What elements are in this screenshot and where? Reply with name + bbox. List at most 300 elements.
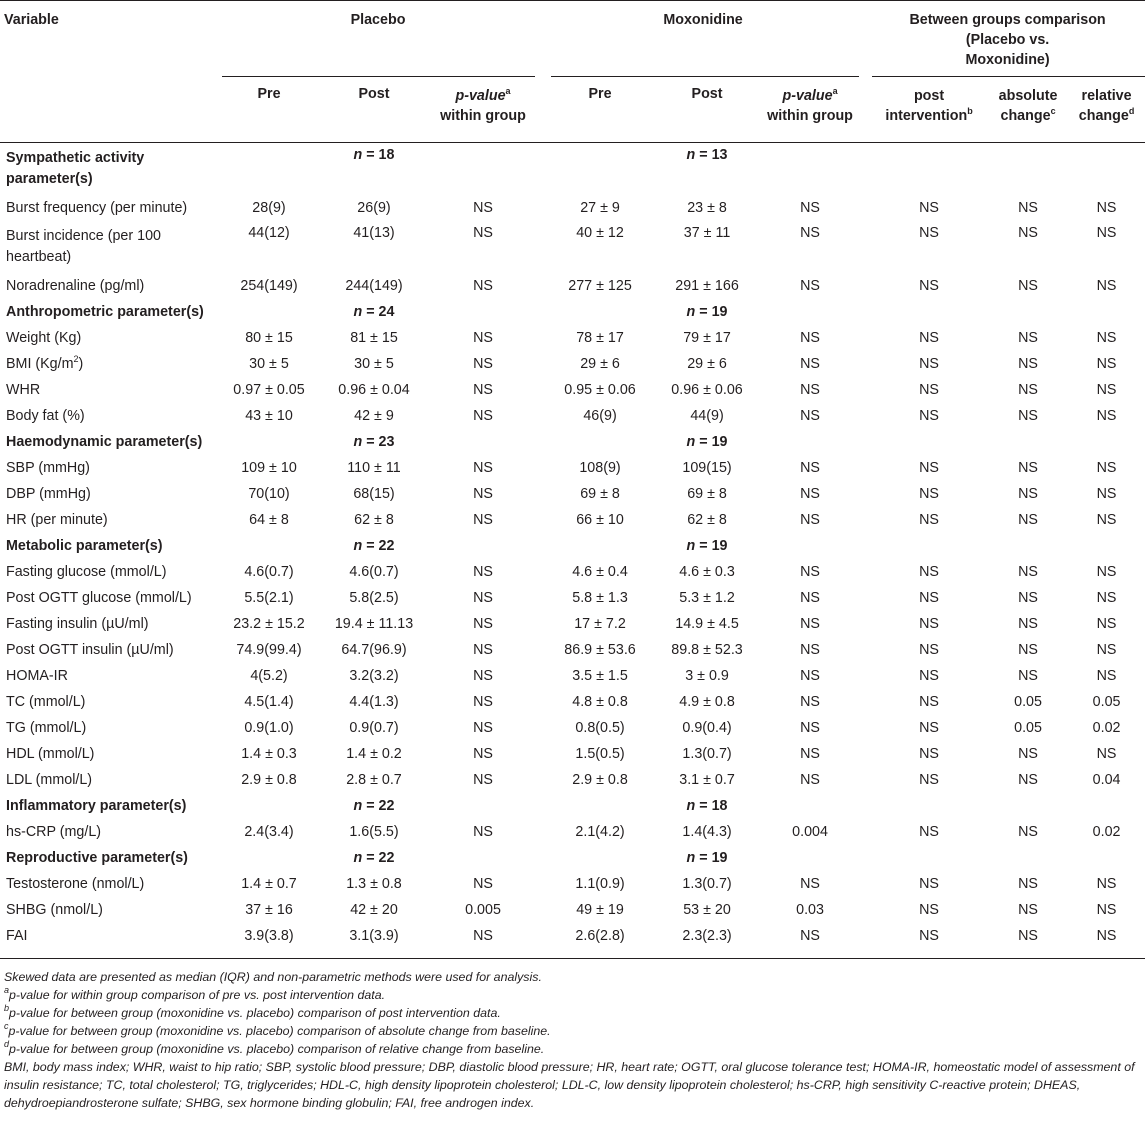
cell-relative-change: NS [1096, 512, 1117, 528]
cell-moxonidine-p: NS [800, 642, 820, 658]
cell-moxonidine-p: NS [800, 512, 820, 528]
table-row [0, 559, 1145, 585]
row-variable: TC (mmol/L) [6, 694, 86, 710]
header-moxonidine-post: Post [691, 86, 723, 102]
cell-relative-change: NS [1096, 200, 1117, 216]
row-variable: Fasting insulin (µU/ml) [6, 616, 149, 632]
section-n-moxonidine: n = 19 [686, 850, 728, 866]
cell-relative-change: NS [1096, 460, 1117, 476]
table-body [0, 143, 1145, 950]
cell-placebo-pre: 74.9(99.4) [236, 642, 302, 658]
section-n-placebo: n = 24 [353, 304, 395, 320]
cell-post-intervention: NS [919, 616, 939, 632]
table-row [0, 663, 1145, 689]
cell-placebo-post: 19.4 ± 11.13 [334, 616, 414, 632]
footnote-abbreviations: BMI, body mass index; WHR, waist to hip ratio; SBP, systolic blood pressure; DBP, diastolic blood pressure; HR, heart rate; OGTT, oral glucose tolerance test; HOMA-IR, homeostatic model of assessment of insulin resistance; TC, total cholesterol; TG, triglycerides; HDL-C, high density lipoprotein cholesterol; LDL-C, low density lipoprotein cholesterol; hs-CRP, high sensitivity C-reactive protein; DHEAS, dehydroepiandrosterone sulfate; SHBG, sex hormone binding globulin; FAI, free androgen index. [4, 1060, 1135, 1110]
cell-post-intervention: NS [919, 200, 939, 216]
cell-absolute-change: NS [1018, 746, 1038, 762]
cell-post-intervention: NS [919, 460, 939, 476]
cell-placebo-pre: 254(149) [240, 278, 298, 294]
cell-absolute-change: NS [1018, 382, 1038, 398]
section-n-placebo: n = 18 [318, 143, 430, 196]
table-row [0, 689, 1145, 715]
cell-placebo-post: 5.8(2.5) [349, 590, 399, 606]
cell-moxonidine-pre: 108(9) [579, 460, 621, 476]
cell-absolute-change: NS [1018, 772, 1038, 788]
cell-moxonidine-post: 62 ± 8 [687, 512, 727, 528]
section-n-placebo: n = 22 [353, 538, 395, 554]
cell-placebo-pre: 80 ± 15 [245, 330, 293, 346]
cell-placebo-pre: 43 ± 10 [245, 408, 293, 424]
cell-post-intervention: NS [919, 330, 939, 346]
cell-moxonidine-p: NS [800, 720, 820, 736]
row-variable: Burst incidence (per 100 heartbeat) [6, 228, 161, 265]
table-row [0, 377, 1145, 403]
table-row [0, 923, 1145, 949]
section-row [0, 533, 1145, 559]
table-row [0, 897, 1145, 923]
cell-relative-change: NS [1096, 746, 1117, 762]
table-row [0, 221, 1145, 273]
table-row [0, 715, 1145, 741]
cell-placebo-p: NS [473, 928, 493, 944]
section-n-moxonidine: n = 13 [664, 143, 750, 196]
table-row [0, 585, 1145, 611]
cell-placebo-p: NS [473, 616, 493, 632]
cell-moxonidine-p: NS [800, 200, 820, 216]
table-row [0, 741, 1145, 767]
cell-placebo-p: NS [473, 225, 493, 241]
cell-absolute-change: NS [1018, 928, 1038, 944]
cell-moxonidine-p: NS [800, 616, 820, 632]
cell-moxonidine-post: 53 ± 20 [683, 902, 731, 918]
cell-moxonidine-post: 291 ± 166 [675, 278, 739, 294]
cell-moxonidine-post: 3 ± 0.9 [685, 668, 729, 684]
cell-post-intervention: NS [919, 278, 939, 294]
header-moxonidine-pre: Pre [588, 86, 612, 102]
cell-moxonidine-post: 109(15) [682, 460, 732, 476]
cell-moxonidine-post: 29 ± 6 [687, 356, 727, 372]
cell-absolute-change: NS [1018, 616, 1038, 632]
header-variable: Variable [4, 12, 59, 28]
cell-placebo-post: 81 ± 15 [350, 330, 398, 346]
cell-absolute-change: NS [1018, 460, 1038, 476]
cell-moxonidine-post: 0.9(0.4) [682, 720, 732, 736]
cell-moxonidine-pre: 78 ± 17 [576, 330, 624, 346]
cell-moxonidine-pre: 2.9 ± 0.8 [572, 772, 628, 788]
cell-relative-change: 0.02 [1092, 720, 1121, 736]
cell-absolute-change: NS [1018, 590, 1038, 606]
cell-moxonidine-p: NS [800, 225, 820, 241]
cell-moxonidine-post: 4.9 ± 0.8 [679, 694, 735, 710]
cell-placebo-pre: 2.4(3.4) [244, 824, 294, 840]
section-n-moxonidine: n = 19 [686, 538, 728, 554]
cell-moxonidine-pre: 0.95 ± 0.06 [564, 382, 636, 398]
row-variable: WHR [6, 382, 41, 398]
cell-moxonidine-pre: 3.5 ± 1.5 [572, 668, 628, 684]
cell-moxonidine-pre: 17 ± 7.2 [574, 616, 626, 632]
section-n-placebo: n = 22 [353, 798, 395, 814]
cell-placebo-post: 1.4 ± 0.2 [346, 746, 402, 762]
cell-placebo-p: NS [473, 824, 493, 840]
cell-moxonidine-post: 89.8 ± 52.3 [671, 642, 743, 658]
row-variable: FAI [6, 928, 28, 944]
cell-placebo-pre: 1.4 ± 0.7 [241, 876, 297, 892]
cell-placebo-post: 4.4(1.3) [349, 694, 399, 710]
cell-placebo-pre: 2.9 ± 0.8 [241, 772, 297, 788]
footnote-c: $^c$p-value for between group (moxonidine vs. placebo) comparison of absolute change from baseline. [4, 1021, 551, 1038]
table-row [0, 611, 1145, 637]
cell-moxonidine-p: NS [800, 460, 820, 476]
cell-post-intervention: NS [919, 876, 939, 892]
section-row [0, 143, 1145, 196]
table-row [0, 819, 1145, 845]
section-title: Reproductive parameter(s) [6, 850, 188, 866]
cell-moxonidine-post: 1.3(0.7) [682, 746, 732, 762]
cell-moxonidine-pre: 69 ± 8 [580, 486, 620, 502]
cell-absolute-change: NS [1018, 330, 1038, 346]
header-placebo-post: Post [358, 86, 390, 102]
section-n-placebo: n = 23 [353, 434, 395, 450]
section-title: Haemodynamic parameter(s) [6, 434, 203, 450]
cell-placebo-pre: 4(5.2) [250, 668, 288, 684]
row-variable: Body fat (%) [6, 408, 85, 424]
moxonidine-group-rule [551, 76, 859, 77]
cell-absolute-change: NS [1018, 278, 1038, 294]
cell-placebo-p: NS [473, 486, 493, 502]
cell-moxonidine-post: 23 ± 8 [687, 200, 727, 216]
section-n-moxonidine: n = 18 [686, 798, 728, 814]
cell-post-intervention: NS [919, 824, 939, 840]
cell-moxonidine-pre: 277 ± 125 [568, 278, 632, 294]
cell-moxonidine-p: NS [800, 382, 820, 398]
cell-post-intervention: NS [919, 356, 939, 372]
cell-placebo-p: NS [473, 382, 493, 398]
cell-moxonidine-pre: 1.5(0.5) [575, 746, 625, 762]
table-row [0, 507, 1145, 533]
cell-relative-change: NS [1096, 590, 1117, 606]
table-header [0, 0, 1145, 143]
cell-placebo-post: 0.9(0.7) [349, 720, 399, 736]
cell-relative-change: NS [1096, 486, 1117, 502]
cell-moxonidine-pre: 27 ± 9 [580, 200, 620, 216]
section-title: Anthropometric parameter(s) [6, 304, 204, 320]
cell-moxonidine-pre: 2.1(4.2) [575, 824, 625, 840]
cell-moxonidine-p: NS [800, 876, 820, 892]
section-row [0, 845, 1145, 871]
row-variable: SBP (mmHg) [6, 460, 90, 476]
cell-moxonidine-p: NS [800, 694, 820, 710]
cell-placebo-p: 0.005 [465, 902, 501, 918]
cell-moxonidine-pre: 0.8(0.5) [575, 720, 625, 736]
cell-post-intervention: NS [919, 694, 939, 710]
cell-absolute-change: NS [1018, 486, 1038, 502]
cell-placebo-pre: 70(10) [248, 486, 290, 502]
between-group-rule [872, 76, 1145, 77]
table-row [0, 767, 1145, 793]
cell-placebo-post: 62 ± 8 [354, 512, 394, 528]
cell-absolute-change: 0.05 [1014, 720, 1042, 736]
footnote-d: $^d$p-value for between group (moxonidine vs. placebo) comparison of relative change from baseline. [4, 1039, 545, 1056]
section-row [0, 299, 1145, 325]
cell-placebo-p: NS [473, 746, 493, 762]
row-variable: Weight (Kg) [6, 330, 82, 346]
cell-placebo-p: NS [473, 720, 493, 736]
cell-moxonidine-post: 2.3(2.3) [682, 928, 732, 944]
cell-placebo-p: NS [473, 772, 493, 788]
cell-placebo-pre: 44(12) [248, 225, 290, 241]
cell-absolute-change: NS [1018, 356, 1038, 372]
header-moxonidine-pvalue: p-value$^a$ within group [767, 86, 853, 124]
cell-placebo-pre: 5.5(2.1) [244, 590, 294, 606]
cell-absolute-change: NS [1018, 668, 1038, 684]
cell-moxonidine-pre: 49 ± 19 [576, 902, 624, 918]
cell-post-intervention: NS [919, 408, 939, 424]
cell-moxonidine-p: 0.004 [792, 824, 828, 840]
row-variable: Testosterone (nmol/L) [6, 876, 145, 892]
table-row [0, 481, 1145, 507]
footnote-skewed: Skewed data are presented as median (IQR) and non-parametric methods were used for analysis. [4, 970, 542, 984]
row-variable: HDL (mmol/L) [6, 746, 95, 762]
row-variable: Post OGTT glucose (mmol/L) [6, 590, 192, 606]
section-title: Metabolic parameter(s) [6, 538, 163, 554]
cell-moxonidine-post: 69 ± 8 [687, 486, 727, 502]
table-row [0, 351, 1145, 377]
row-variable: BMI $(Kg/m^2)$ [6, 354, 84, 372]
cell-placebo-p: NS [473, 408, 493, 424]
cell-moxonidine-post: 1.3(0.7) [682, 876, 732, 892]
cell-post-intervention: NS [919, 902, 939, 918]
cell-relative-change: NS [1096, 382, 1117, 398]
row-variable: Fasting glucose (mmol/L) [6, 564, 167, 580]
cell-placebo-pre: 64 ± 8 [249, 512, 289, 528]
cell-placebo-pre: 30 ± 5 [249, 356, 289, 372]
cell-moxonidine-pre: 4.6 ± 0.4 [572, 564, 628, 580]
cell-moxonidine-p: NS [800, 278, 820, 294]
row-variable: Noradrenaline (pg/ml) [6, 278, 145, 294]
cell-placebo-pre: 4.6(0.7) [244, 564, 294, 580]
cell-moxonidine-p: NS [800, 590, 820, 606]
cell-placebo-pre: 28(9) [252, 200, 286, 216]
cell-relative-change: NS [1096, 330, 1117, 346]
cell-placebo-pre: 0.97 ± 0.05 [233, 382, 305, 398]
placebo-group-rule [222, 76, 535, 77]
table-top-rule [0, 0, 1145, 1]
header-between-groups: Between groups comparison (Placebo vs. Moxonidine) [909, 12, 1106, 68]
cell-placebo-post: 110 ± 11 [347, 460, 401, 476]
cell-placebo-p: NS [473, 356, 493, 372]
cell-placebo-pre: 37 ± 16 [245, 902, 293, 918]
header-post-intervention: post intervention$^b$ [885, 88, 973, 124]
header-placebo-pvalue: p-value$^a$ within group [440, 86, 526, 124]
cell-moxonidine-post: 14.9 ± 4.5 [675, 616, 739, 632]
row-variable: hs-CRP (mg/L) [6, 824, 102, 840]
row-variable: SHBG (nmol/L) [6, 902, 103, 918]
table-row [0, 637, 1145, 663]
table-row [0, 195, 1145, 221]
cell-placebo-pre: 1.4 ± 0.3 [241, 746, 297, 762]
section-n-moxonidine: n = 19 [686, 434, 728, 450]
cell-relative-change: 0.04 [1092, 772, 1121, 788]
cell-moxonidine-p: NS [800, 486, 820, 502]
footnote-b: $^b$p-value for between group (moxonidine vs. placebo) comparison of post intervention data. [4, 1003, 501, 1020]
cell-placebo-post: 2.8 ± 0.7 [346, 772, 402, 788]
table-row [0, 455, 1145, 481]
cell-moxonidine-p: 0.03 [796, 902, 824, 918]
cell-placebo-post: 30 ± 5 [354, 356, 394, 372]
cell-moxonidine-pre: 1.1(0.9) [575, 876, 625, 892]
cell-absolute-change: NS [1018, 642, 1038, 658]
cell-moxonidine-p: NS [800, 928, 820, 944]
cell-post-intervention: NS [919, 720, 939, 736]
cell-moxonidine-post: 4.6 ± 0.3 [679, 564, 735, 580]
cell-moxonidine-p: NS [800, 772, 820, 788]
cell-absolute-change: NS [1018, 408, 1038, 424]
cell-moxonidine-pre: 46(9) [583, 408, 617, 424]
cell-placebo-pre: 4.5(1.4) [244, 694, 294, 710]
cell-placebo-p: NS [473, 668, 493, 684]
cell-moxonidine-p: NS [800, 746, 820, 762]
cell-placebo-post: 244(149) [345, 278, 403, 294]
cell-placebo-p: NS [473, 694, 493, 710]
cell-placebo-p: NS [473, 278, 493, 294]
cell-placebo-p: NS [473, 200, 493, 216]
cell-moxonidine-p: NS [800, 408, 820, 424]
footnote-a: $^a$p-value for within group comparison of pre vs. post intervention data. [4, 985, 386, 1002]
cell-post-intervention: NS [919, 590, 939, 606]
cell-moxonidine-post: 3.1 ± 0.7 [679, 772, 735, 788]
cell-absolute-change: NS [1018, 876, 1038, 892]
cell-relative-change: NS [1096, 928, 1117, 944]
row-variable: Burst frequency (per minute) [6, 200, 188, 216]
cell-moxonidine-p: NS [800, 356, 820, 372]
cell-moxonidine-p: NS [800, 668, 820, 684]
cell-moxonidine-post: 0.96 ± 0.06 [671, 382, 743, 398]
row-variable: DBP (mmHg) [6, 486, 91, 502]
row-variable: LDL (mmol/L) [6, 772, 93, 788]
cell-moxonidine-pre: 86.9 ± 53.6 [564, 642, 636, 658]
cell-placebo-post: 41(13) [353, 225, 395, 241]
header-relative-change: relative change$^d$ [1078, 88, 1135, 124]
table-row [0, 871, 1145, 897]
section-n-moxonidine: n = 19 [686, 304, 728, 320]
cell-relative-change: NS [1096, 356, 1117, 372]
section-title: Inflammatory parameter(s) [6, 798, 187, 814]
cell-placebo-p: NS [473, 876, 493, 892]
header-placebo-pre: Pre [257, 86, 281, 102]
cell-moxonidine-post: 79 ± 17 [683, 330, 731, 346]
cell-placebo-post: 64.7(96.9) [341, 642, 407, 658]
cell-placebo-post: 3.2(3.2) [349, 668, 399, 684]
cell-placebo-post: 3.1(3.9) [349, 928, 399, 944]
cell-moxonidine-p: NS [800, 330, 820, 346]
cell-moxonidine-post: 44(9) [690, 408, 724, 424]
cell-relative-change: NS [1096, 278, 1117, 294]
section-row [0, 429, 1145, 455]
cell-placebo-p: NS [473, 460, 493, 476]
cell-moxonidine-post: 5.3 ± 1.2 [679, 590, 735, 606]
cell-placebo-post: 68(15) [353, 486, 395, 502]
cell-post-intervention: NS [919, 225, 939, 241]
cell-placebo-post: 42 ± 20 [350, 902, 398, 918]
row-variable: HOMA-IR [6, 668, 68, 684]
cell-moxonidine-pre: 4.8 ± 0.8 [572, 694, 628, 710]
cell-moxonidine-p: NS [800, 564, 820, 580]
header-absolute-change: absolute change$^c$ [998, 88, 1058, 124]
table-row [0, 403, 1145, 429]
cell-relative-change: NS [1096, 876, 1117, 892]
cell-placebo-post: 0.96 ± 0.04 [338, 382, 410, 398]
table-row [0, 325, 1145, 351]
cell-relative-change: NS [1096, 564, 1117, 580]
cell-placebo-post: 42 ± 9 [354, 408, 394, 424]
cell-placebo-p: NS [473, 330, 493, 346]
cell-placebo-pre: 23.2 ± 15.2 [233, 616, 305, 632]
row-variable: Post OGTT insulin (µU/ml) [6, 642, 174, 658]
cell-absolute-change: 0.05 [1014, 694, 1042, 710]
cell-absolute-change: NS [1018, 225, 1038, 241]
cell-post-intervention: NS [919, 772, 939, 788]
cell-moxonidine-post: 1.4(4.3) [682, 824, 732, 840]
row-variable: TG (mmol/L) [6, 720, 87, 736]
cell-placebo-p: NS [473, 590, 493, 606]
cell-relative-change: NS [1096, 902, 1117, 918]
cell-absolute-change: NS [1018, 902, 1038, 918]
cell-absolute-change: NS [1018, 200, 1038, 216]
header-placebo: Placebo [350, 12, 406, 28]
cell-post-intervention: NS [919, 746, 939, 762]
cell-placebo-p: NS [473, 642, 493, 658]
cell-absolute-change: NS [1018, 512, 1038, 528]
cell-placebo-pre: 3.9(3.8) [244, 928, 294, 944]
section-row [0, 793, 1145, 819]
section-n-placebo: n = 22 [353, 850, 395, 866]
cell-moxonidine-post: 37 ± 11 [683, 225, 731, 241]
cell-post-intervention: NS [919, 486, 939, 502]
cell-relative-change: NS [1096, 668, 1117, 684]
cell-moxonidine-pre: 5.8 ± 1.3 [572, 590, 628, 606]
cell-placebo-post: 1.6(5.5) [349, 824, 399, 840]
cell-moxonidine-pre: 40 ± 12 [576, 225, 624, 241]
cell-placebo-pre: 109 ± 10 [241, 460, 297, 476]
cell-post-intervention: NS [919, 928, 939, 944]
table-bottom-rule [0, 958, 1145, 959]
table-footnotes [4, 968, 1140, 1112]
cell-moxonidine-pre: 29 ± 6 [580, 356, 620, 372]
header-moxonidine: Moxonidine [663, 12, 743, 28]
table-row [0, 273, 1145, 299]
cell-placebo-p: NS [473, 564, 493, 580]
cell-relative-change: NS [1096, 408, 1117, 424]
cell-post-intervention: NS [919, 382, 939, 398]
row-variable: HR (per minute) [6, 512, 108, 528]
cell-relative-change: NS [1096, 616, 1117, 632]
cell-absolute-change: NS [1018, 564, 1038, 580]
cell-absolute-change: NS [1018, 824, 1038, 840]
cell-relative-change: 0.05 [1092, 694, 1121, 710]
section-title: Sympathetic activity parameter(s) [0, 143, 220, 196]
cell-moxonidine-pre: 2.6(2.8) [575, 928, 625, 944]
cell-post-intervention: NS [919, 564, 939, 580]
cell-relative-change: 0.02 [1092, 824, 1121, 840]
cell-placebo-p: NS [473, 512, 493, 528]
cell-placebo-post: 26(9) [357, 200, 391, 216]
cell-post-intervention: NS [919, 512, 939, 528]
cell-moxonidine-pre: 66 ± 10 [576, 512, 624, 528]
cell-placebo-pre: 0.9(1.0) [244, 720, 294, 736]
cell-placebo-post: 4.6(0.7) [349, 564, 399, 580]
cell-post-intervention: NS [919, 668, 939, 684]
